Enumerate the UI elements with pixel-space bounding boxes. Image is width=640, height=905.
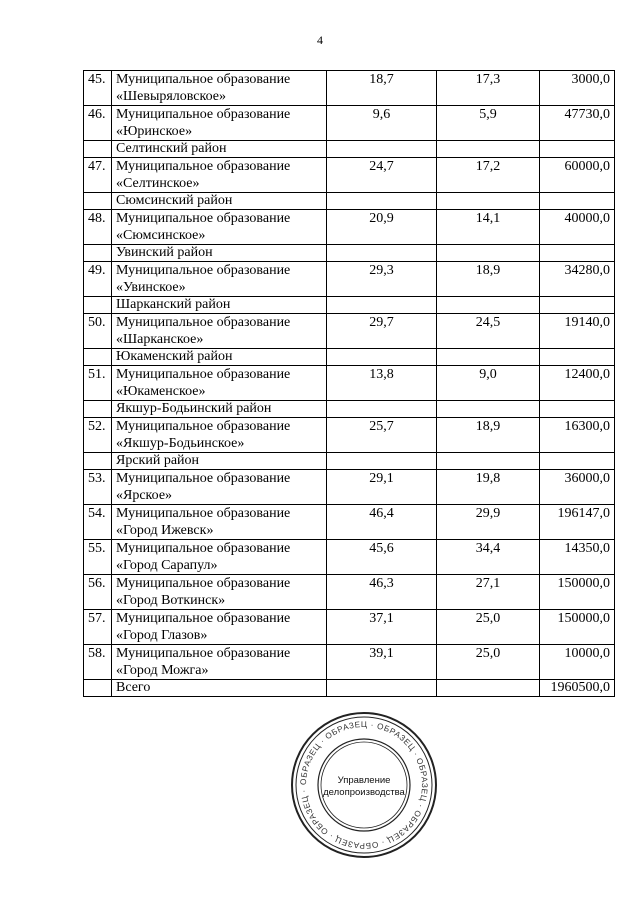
value-cell-1 [327, 245, 437, 262]
value-cell-1: 29,7 [327, 314, 437, 349]
value-cell-3 [540, 453, 615, 470]
value-cell-1: 39,1 [327, 645, 437, 680]
value-cell-2: 34,4 [437, 540, 540, 575]
stamp-center-line2: делопроизводства [323, 787, 405, 798]
value-cell-1: 18,7 [327, 71, 437, 106]
district-name: Шарканский район [112, 297, 327, 314]
district-name: Якшур-Бодьинский район [112, 401, 327, 418]
value-cell-1 [327, 193, 437, 210]
district-name: Увинский район [112, 245, 327, 262]
table-row [84, 262, 615, 297]
value-cell-2: 9,0 [437, 366, 540, 401]
row-number-cell [84, 680, 112, 697]
district-name: Ярский район [112, 453, 327, 470]
value-cell-2: 27,1 [437, 575, 540, 610]
table-body [84, 71, 615, 697]
entity-name-cell [112, 210, 327, 245]
value-cell-1: 46,4 [327, 505, 437, 540]
entity-type: Муниципальное образование [116, 263, 291, 278]
value-cell-2: 17,2 [437, 158, 540, 193]
value-cell-3 [540, 141, 615, 158]
total-label: Всего [112, 680, 327, 697]
row-number-cell [84, 453, 112, 470]
row-number: 54. [84, 505, 112, 540]
entity-type: Муниципальное образование [116, 211, 291, 226]
district-row [84, 297, 615, 314]
value-cell-1 [327, 453, 437, 470]
value-cell-1: 20,9 [327, 210, 437, 245]
value-cell-3 [540, 297, 615, 314]
page-number: 4 [317, 33, 323, 47]
value-cell-2: 29,9 [437, 505, 540, 540]
value-cell-3: 60000,0 [540, 158, 615, 193]
entity-name: «Шевыряловское» [116, 89, 226, 104]
value-cell-1: 9,6 [327, 106, 437, 141]
district-name: Юкаменский район [112, 349, 327, 366]
value-cell-3: 34280,0 [540, 262, 615, 297]
value-cell-3: 19140,0 [540, 314, 615, 349]
value-cell-2 [437, 245, 540, 262]
value-cell-3: 40000,0 [540, 210, 615, 245]
value-cell-3: 12400,0 [540, 366, 615, 401]
row-number: 48. [84, 210, 112, 245]
value-cell-3: 47730,0 [540, 106, 615, 141]
value-cell-3: 3000,0 [540, 71, 615, 106]
row-number: 46. [84, 106, 112, 141]
district-row [84, 349, 615, 366]
row-number-cell [84, 297, 112, 314]
district-row [84, 141, 615, 158]
table-row [84, 610, 615, 645]
table-row [84, 575, 615, 610]
entity-name: «Город Воткинск» [116, 593, 226, 608]
table-row [84, 366, 615, 401]
value-cell-2: 18,9 [437, 418, 540, 453]
entity-name: «Город Ижевск» [116, 523, 214, 538]
table-row [84, 71, 615, 106]
table-row [84, 505, 615, 540]
value-cell-3: 10000,0 [540, 645, 615, 680]
entity-name: «Селтинское» [116, 176, 200, 191]
value-cell-2: 17,3 [437, 71, 540, 106]
entity-type: Муниципальное образование [116, 107, 291, 122]
table-row [84, 158, 615, 193]
value-cell-3: 14350,0 [540, 540, 615, 575]
row-number: 53. [84, 470, 112, 505]
row-number: 45. [84, 71, 112, 106]
entity-name: «Шарканское» [116, 332, 204, 347]
value-cell-1 [327, 680, 437, 697]
value-cell-2: 14,1 [437, 210, 540, 245]
entity-type: Муниципальное образование [116, 72, 291, 87]
district-row [84, 401, 615, 418]
entity-name-cell [112, 470, 327, 505]
row-number: 52. [84, 418, 112, 453]
row-number: 56. [84, 575, 112, 610]
row-number: 49. [84, 262, 112, 297]
entity-name-cell [112, 106, 327, 141]
value-cell-3: 16300,0 [540, 418, 615, 453]
value-cell-2 [437, 349, 540, 366]
entity-name: «Город Можга» [116, 663, 209, 678]
value-cell-1: 29,3 [327, 262, 437, 297]
entity-name: «Город Глазов» [116, 628, 208, 643]
row-number-cell [84, 401, 112, 418]
table-row [84, 418, 615, 453]
row-number-cell [84, 193, 112, 210]
row-number-cell [84, 245, 112, 262]
value-cell-1: 37,1 [327, 610, 437, 645]
entity-name-cell [112, 366, 327, 401]
district-row [84, 245, 615, 262]
entity-name: «Юринское» [116, 124, 193, 139]
row-number: 57. [84, 610, 112, 645]
entity-type: Муниципальное образование [116, 611, 291, 626]
value-cell-2 [437, 193, 540, 210]
district-name: Селтинский район [112, 141, 327, 158]
value-cell-2 [437, 141, 540, 158]
table-row [84, 645, 615, 680]
value-cell-3: 36000,0 [540, 470, 615, 505]
entity-name-cell [112, 71, 327, 106]
entity-name: «Город Сарапул» [116, 558, 218, 573]
value-cell-2 [437, 453, 540, 470]
value-cell-2 [437, 401, 540, 418]
official-stamp [290, 711, 438, 859]
value-cell-2: 25,0 [437, 610, 540, 645]
total-row [84, 680, 615, 697]
district-row [84, 193, 615, 210]
entity-type: Муниципальное образование [116, 367, 291, 382]
row-number: 50. [84, 314, 112, 349]
entity-type: Муниципальное образование [116, 419, 291, 434]
value-cell-1: 46,3 [327, 575, 437, 610]
row-number: 58. [84, 645, 112, 680]
value-cell-2 [437, 680, 540, 697]
value-cell-3 [540, 193, 615, 210]
table-row [84, 106, 615, 141]
entity-name-cell [112, 610, 327, 645]
stamp-ring-text: ОБРАЗЕЦ · ОБРАЗЕЦ · ОБРАЗЕЦ · ОБРАЗЕЦ · ОБРАЗЕЦ · ОБРАЗЕЦ · ОБРАЗЕЦ · [298, 719, 430, 851]
value-cell-1: 45,6 [327, 540, 437, 575]
value-cell-3: 150000,0 [540, 610, 615, 645]
value-cell-1: 13,8 [327, 366, 437, 401]
entity-name: «Увинское» [116, 280, 186, 295]
entity-name-cell [112, 158, 327, 193]
row-number: 55. [84, 540, 112, 575]
entity-type: Муниципальное образование [116, 159, 291, 174]
entity-name: «Сюмсинское» [116, 228, 206, 243]
table-row [84, 540, 615, 575]
row-number: 47. [84, 158, 112, 193]
value-cell-3: 196147,0 [540, 505, 615, 540]
value-cell-2 [437, 297, 540, 314]
value-cell-3 [540, 245, 615, 262]
entity-name-cell [112, 540, 327, 575]
value-cell-1 [327, 297, 437, 314]
row-number: 51. [84, 366, 112, 401]
table-row [84, 470, 615, 505]
value-cell-2: 19,8 [437, 470, 540, 505]
entity-type: Муниципальное образование [116, 646, 291, 661]
row-number-cell [84, 349, 112, 366]
entity-name: «Юкаменское» [116, 384, 206, 399]
entity-name: «Ярское» [116, 488, 173, 503]
value-cell-2: 5,9 [437, 106, 540, 141]
entity-type: Муниципальное образование [116, 576, 291, 591]
entity-type: Муниципальное образование [116, 541, 291, 556]
value-cell-1 [327, 141, 437, 158]
value-cell-2: 24,5 [437, 314, 540, 349]
value-cell-1 [327, 349, 437, 366]
value-cell-2: 18,9 [437, 262, 540, 297]
row-number-cell [84, 141, 112, 158]
value-cell-2: 25,0 [437, 645, 540, 680]
value-cell-3 [540, 349, 615, 366]
entity-name-cell [112, 262, 327, 297]
subsidy-table [83, 70, 615, 697]
value-cell-1: 25,7 [327, 418, 437, 453]
entity-name: «Якшур-Бодьинское» [116, 436, 245, 451]
entity-type: Муниципальное образование [116, 506, 291, 521]
value-cell-1: 24,7 [327, 158, 437, 193]
total-value: 1960500,0 [540, 680, 615, 697]
entity-type: Муниципальное образование [116, 471, 291, 486]
entity-type: Муниципальное образование [116, 315, 291, 330]
entity-name-cell [112, 575, 327, 610]
value-cell-3 [540, 401, 615, 418]
entity-name-cell [112, 505, 327, 540]
value-cell-1 [327, 401, 437, 418]
district-name: Сюмсинский район [112, 193, 327, 210]
entity-name-cell [112, 645, 327, 680]
entity-name-cell [112, 314, 327, 349]
entity-name-cell [112, 418, 327, 453]
value-cell-1: 29,1 [327, 470, 437, 505]
stamp-center-line1: Управление [337, 775, 391, 786]
table-row [84, 210, 615, 245]
table-row [84, 314, 615, 349]
district-row [84, 453, 615, 470]
value-cell-3: 150000,0 [540, 575, 615, 610]
